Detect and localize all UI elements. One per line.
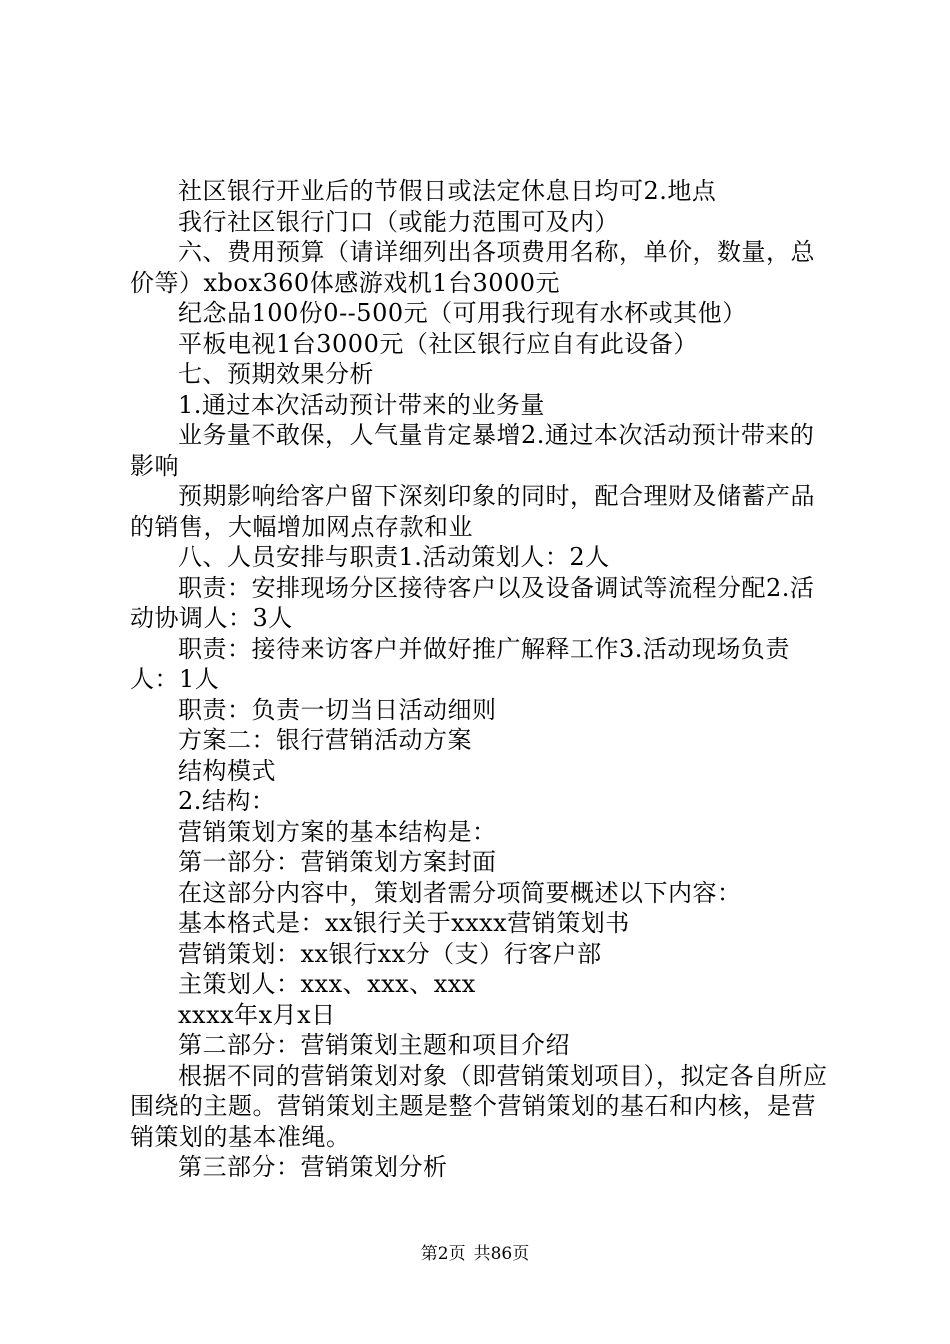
paragraph: 主策划人：xxx、xxx、xxx <box>178 970 476 998</box>
paragraph: 基本格式是：xx银行关于xxxx营销策划书 <box>178 909 630 937</box>
paragraph: 六、费用预算（请详细列出各项费用名称，单价，数量，总价等）xbox360体感游戏机1台3000元 <box>130 238 815 297</box>
document-body <box>130 176 830 1183</box>
paragraph: 社区银行开业后的节假日或法定休息日均可2.地点 <box>178 177 717 205</box>
paragraph: 职责：负责一切当日活动细则 <box>178 695 497 724</box>
paragraph: 职责：接待来访客户并做好推广解释工作3.活动现场负责人：1人 <box>130 634 790 693</box>
section-heading: 七、预期效果分析 <box>178 360 374 388</box>
paragraph: 我行社区银行门口（或能力范围可及内） <box>178 207 619 236</box>
paragraph: 营销策划：xx银行xx分（支）行客户部 <box>178 939 602 968</box>
paragraph: 业务量不敢保，人气量肯定暴增2.通过本次活动预计带来的影响 <box>130 421 815 480</box>
paragraph: 根据不同的营销策划对象（即营销策划项目），拟定各自所应围绕的主题。营销策划主题是整个营销策划的基石和内核，是营销策划的基本准绳。 <box>130 1061 828 1151</box>
paragraph: 纪念品100份0--500元（可用我行现有水杯或其他） <box>178 299 747 327</box>
paragraph: 职责：安排现场分区接待客户以及设备调试等流程分配2.活动协调人：3人 <box>130 573 815 632</box>
page-footer <box>0 1243 950 1265</box>
paragraph: 营销策划方案的基本结构是： <box>178 817 497 846</box>
paragraph: 预期影响给客户留下深刻印象的同时，配合理财及储蓄产品的销售，大幅增加网点存款和业 <box>130 482 815 541</box>
paragraph: 2.结构： <box>178 787 276 815</box>
page-number: 第2页 <box>420 1244 466 1264</box>
paragraph: xxxx年x月x日 <box>178 1000 336 1029</box>
paragraph: 平板电视1台3000元（社区银行应自有此设备） <box>178 329 698 358</box>
paragraph: 1.通过本次活动预计带来的业务量 <box>178 390 545 419</box>
section-heading: 八、人员安排与职责1.活动策划人：2人 <box>178 543 610 571</box>
section-heading: 方案二：银行营销活动方案 <box>178 726 472 754</box>
section-heading: 第三部分：营销策划分析 <box>178 1153 448 1181</box>
page-total: 共86页 <box>473 1244 530 1264</box>
section-heading: 第二部分：营销策划主题和项目介绍 <box>178 1031 570 1059</box>
paragraph: 结构模式 <box>178 756 276 785</box>
section-heading: 第一部分：营销策划方案封面 <box>178 848 497 876</box>
paragraph: 在这部分内容中，策划者需分项简要概述以下内容： <box>178 878 742 907</box>
